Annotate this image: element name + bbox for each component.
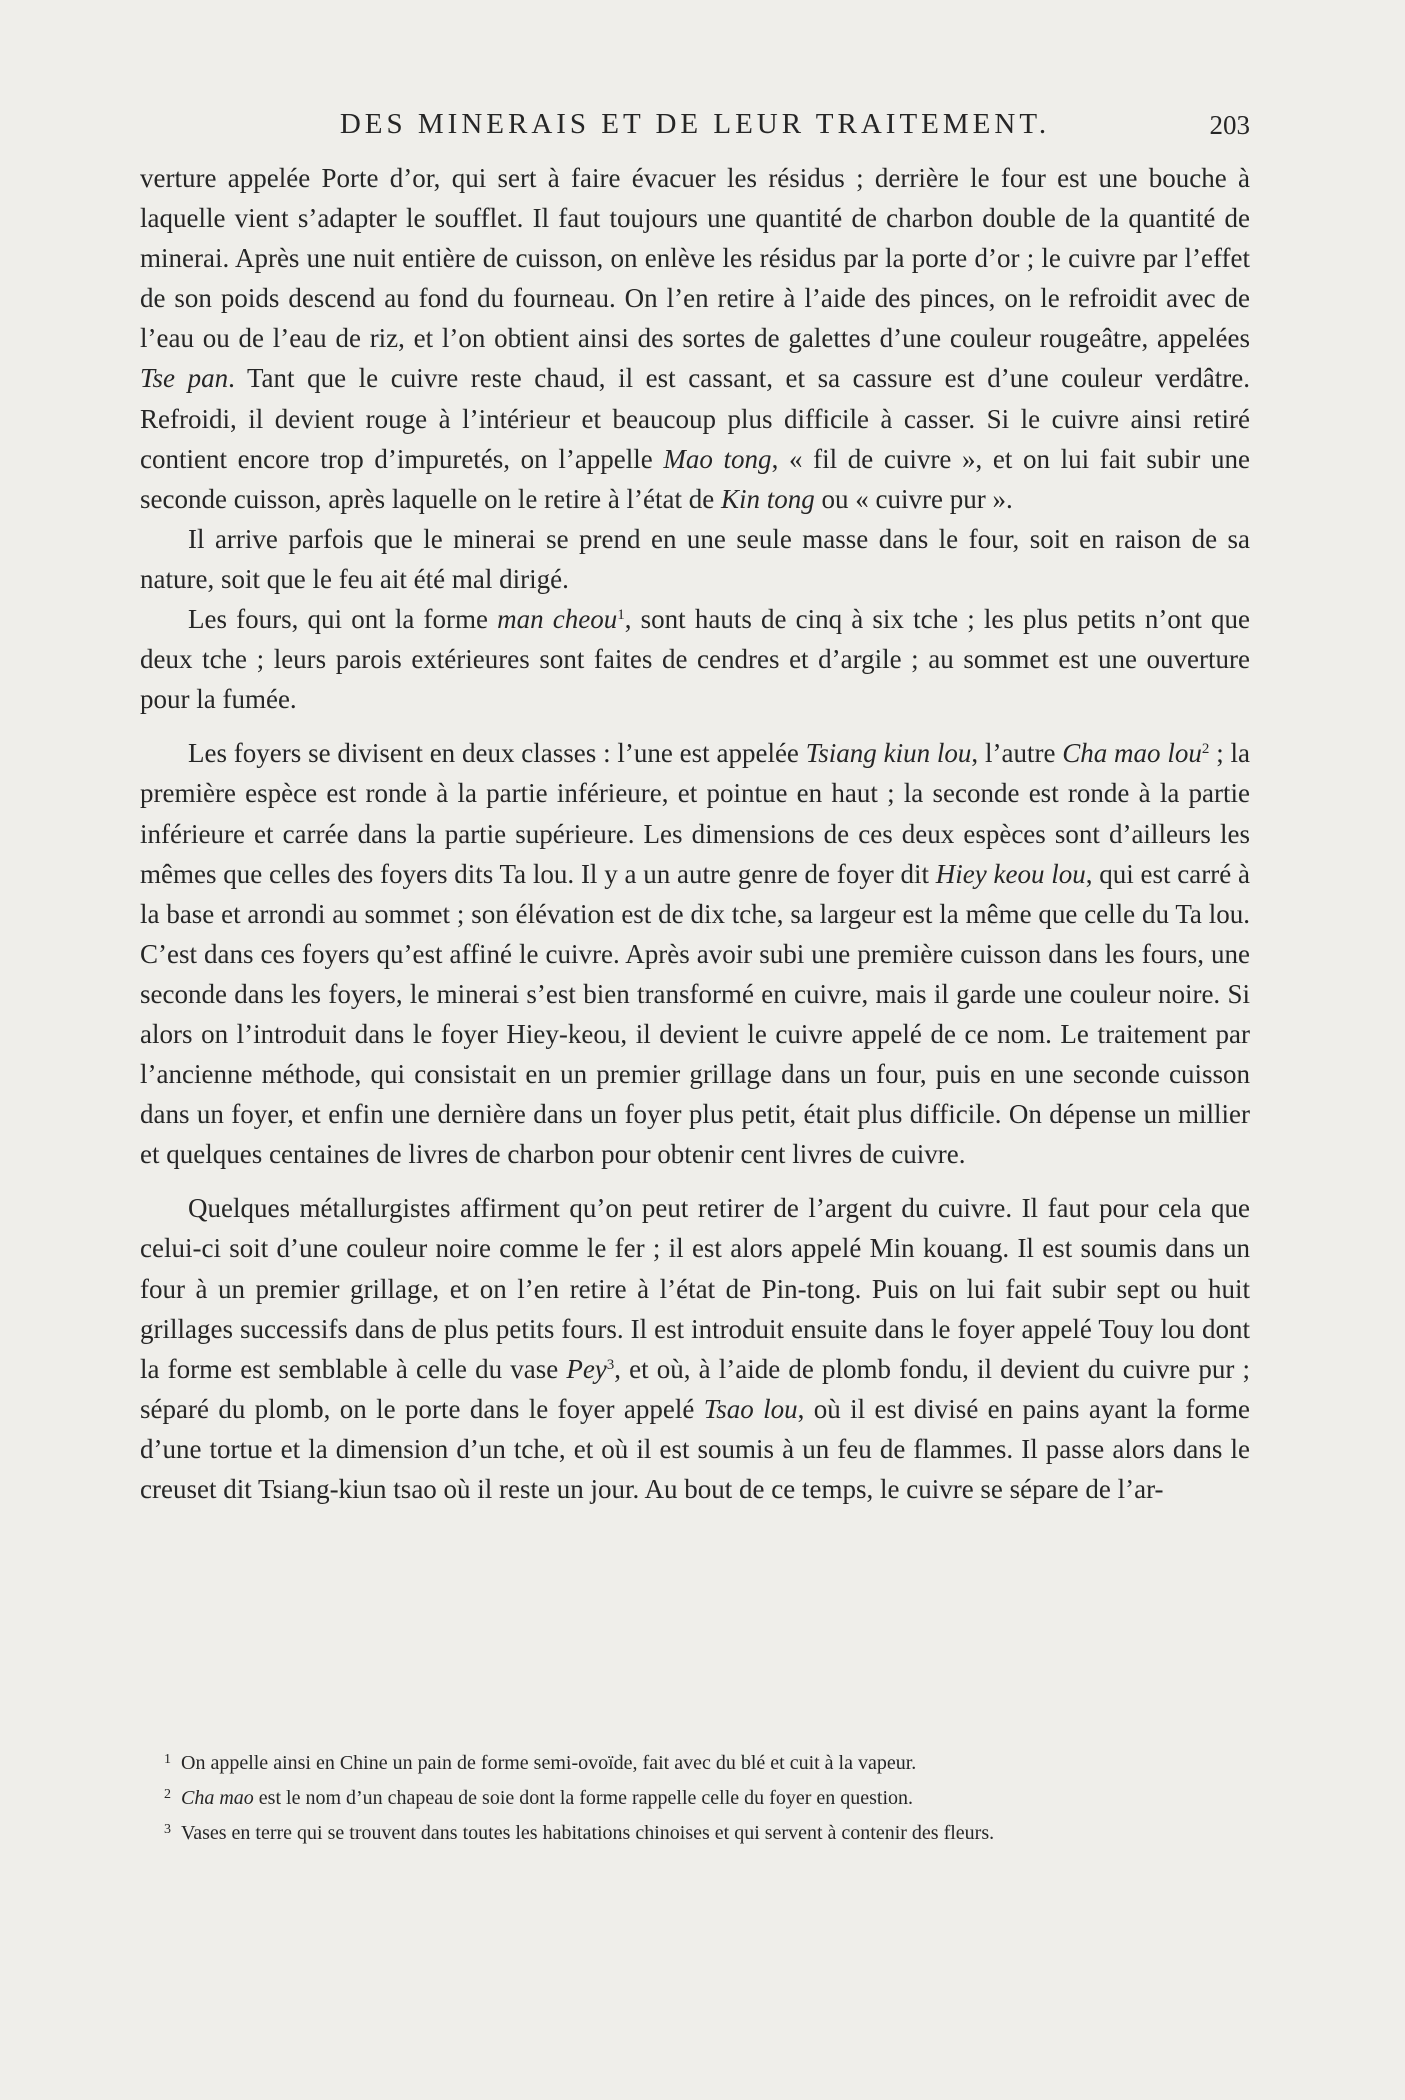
text-run: , « fil de cuivre », et on lui fait subir une seconde cuisson, après laquelle on le retire à l’état de	[140, 443, 1250, 514]
text-run: Les foyers se divisent en deux classes : l’une est appelée	[188, 738, 806, 769]
text-run: Il arrive parfois que le minerai se prend en une seule masse dans le four, soit en raison de sa nature, soit que le feu ait été mal dirigé.	[140, 523, 1250, 594]
footnote-number: 3	[164, 1822, 171, 1837]
italic-term: Tsiang kiun lou	[805, 738, 972, 769]
text-run: On appelle ainsi en Chine un pain de forme semi-ovoïde, fait avec du blé et cuit à la vapeur.	[181, 1752, 917, 1774]
italic-term: Cha mao lou	[1062, 738, 1202, 769]
running-title: DES MINERAIS ET DE LEUR TRAITEMENT.	[339, 108, 1051, 140]
body-text	[140, 158, 1250, 1509]
page-header	[140, 104, 1250, 148]
footnote-ref: 3	[606, 1356, 615, 1373]
italic-term: Mao tong	[663, 443, 772, 474]
text-run: Quelques métallurgistes affirment qu’on peut retirer de l’argent du cuivre. Il faut pour cela que celui-ci soit d’une couleur noire comme le fer ; il est alors appelé Min kouang. Il est soumis dans un four à un premier grillage, et on l’en retire à l’état de Pin-tong. Puis on lui fait subir sept ou huit grillages successifs dans de plus petits fours. Il est introduit ensuite dans le foyer appelé Touy lou dont la forme est semblable à celle du vase	[140, 1193, 1250, 1384]
footnote	[140, 1744, 1250, 1779]
text-run: Les fours, qui ont la forme	[188, 604, 498, 635]
italic-term: Hiey keou lou	[935, 858, 1086, 889]
page-number: 203	[1209, 110, 1250, 140]
paragraph	[140, 599, 1250, 719]
italic-term: Pey	[566, 1353, 607, 1384]
text-run: . Tant que le cuivre reste chaud, il est cassant, et sa cassure est d’une couleur verdâtre. Refroidi, il devient rouge à l’intérieur et beaucoup plus difficile à casser. Si le cuivre ainsi retiré contient encore trop d’impuretés, on l’appelle	[140, 363, 1251, 474]
italic-term: Cha mao	[181, 1787, 254, 1809]
italic-term: man cheou	[497, 604, 618, 635]
footnote-number: 1	[164, 1752, 171, 1767]
text-run: , et où, à l’aide de plomb fondu, il devient du cuivre pur ; séparé du plomb, on le porte dans le foyer appelé	[140, 1353, 1250, 1424]
footnote-ref: 2	[1201, 741, 1210, 758]
text-run: ou « cuivre pur ».	[814, 483, 1013, 514]
text-run: , sont hauts de cinq à six tche ; les plus petits n’ont que deux tche ; leurs parois extérieures sont faites de cendres et d’argile ; au sommet est une ouverture pour la fumée.	[140, 604, 1250, 715]
text-run: verture appelée Porte d’or, qui sert à faire évacuer les résidus ; derrière le four est une bouche à laquelle vient s’adapter le soufflet. Il faut toujours une quantité de charbon double de la quantité de minerai. Après une nuit entière de cuisson, on enlève les résidus par la porte d’or ; le cuivre par l’effet de son poids descend au fond du fourneau. On l’en retire à l’aide des pinces, on le refroidit avec de l’eau ou de l’eau de riz, et l’on obtient ainsi des sortes de galettes d’une couleur rougeâtre, appelées	[140, 163, 1250, 354]
paragraph	[140, 519, 1250, 599]
footnote-ref: 1	[617, 607, 625, 624]
text-run: Vases en terre qui se trouvent dans toutes les habitations chinoises et qui servent à contenir des fleurs.	[181, 1822, 995, 1844]
paragraph	[140, 158, 1250, 519]
text-run: est le nom d’un chapeau de soie dont la forme rappelle celle du foyer en question.	[253, 1787, 914, 1809]
footnote	[140, 1779, 1250, 1814]
footnote-number: 2	[164, 1787, 171, 1802]
paragraph	[140, 1188, 1250, 1509]
italic-term: Tsao lou	[703, 1393, 798, 1424]
footnote	[140, 1814, 1250, 1849]
italic-term: Tse pan	[140, 363, 229, 394]
text-run: , l’autre	[971, 738, 1063, 769]
paragraph	[140, 733, 1250, 1174]
text-run: ; la première espèce est ronde à la partie inférieure, et pointue en haut ; la seconde est ronde à la partie inférieure et carrée dans la partie supérieure. Les dimensions de ces deux espèces sont d’ailleurs les mêmes que celles des foyers dits Ta lou. Il y a un autre genre de foyer dit	[140, 738, 1250, 889]
footnotes	[140, 1744, 1250, 1849]
text-run: , où il est divisé en pains ayant la forme d’une tortue et la dimension d’un tche, et où il est soumis à un feu de flammes. Il passe alors dans le creuset dit Tsiang-kiun tsao où il reste un jour. Au bout de ce temps, le cuivre se sépare de l’ar-	[140, 1393, 1251, 1504]
text-run: , qui est carré à la base et arrondi au sommet ; son élévation est de dix tche, sa largeur est la même que celle du Ta lou. C’est dans ces foyers qu’est affiné le cuivre. Après avoir subi une première cuisson dans les fours, une seconde dans les foyers, le minerai s’est bien transformé en cuivre, mais il garde une couleur noire. Si alors on l’introduit dans le foyer Hiey-keou, il devient le cuivre appelé de ce nom. Le traitement par l’ancienne méthode, qui consistait en un premier grillage dans un four, puis en une seconde cuisson dans un foyer, et enfin une dernière dans un foyer plus petit, était plus difficile. On dépense un millier et quelques centaines de livres de charbon pour obtenir cent livres de cuivre.	[140, 858, 1250, 1170]
italic-term: Kin tong	[721, 483, 815, 514]
